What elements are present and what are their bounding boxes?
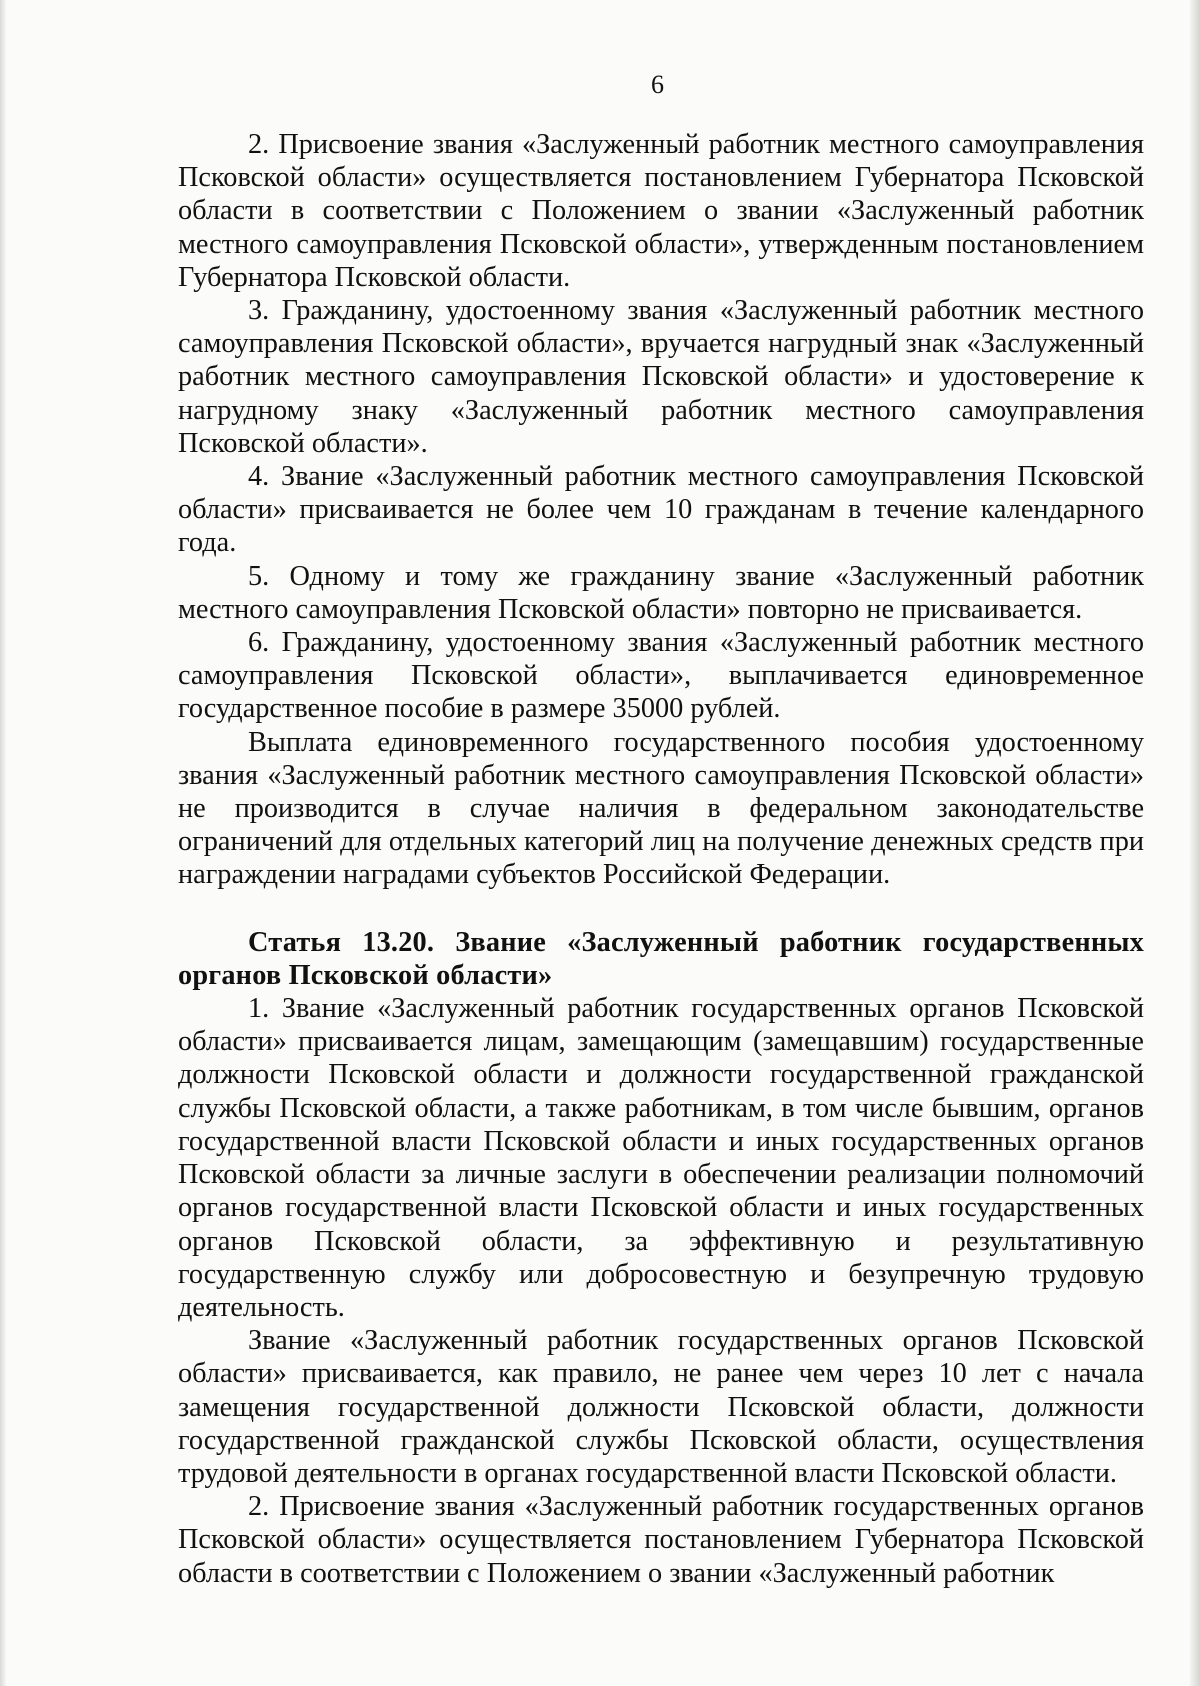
paragraph-2-assignment-procedure-state-bodies: 2. Присвоение звания «Заслуженный работник государственных органов Псковской области» осуществляется постановлением Губернатора Псковской области в соответствии с Положением о звании «Заслуженный работник: [178, 1491, 1144, 1589]
paragraph-3-badge-and-certificate: 3. Гражданину, удостоенному звания «Заслуженный работник местного самоуправления Псковской области», вручается нагрудный знак «Заслуженный работник местного самоуправления Псковской области» и удостоверение к нагрудному знаку «Заслуженный работник местного самоуправления Псковской области».: [178, 295, 1144, 459]
paragraph-payment-restriction: Выплата единовременного государственного пособия удостоенному звания «Заслуженный работник местного самоуправления Псковской области» не производится в случае наличия в федеральном законодательстве ограничений для отдельных категорий лиц на получение денежных средств при награждении наградами субъектов Российской Федерации.: [178, 726, 1144, 891]
paragraph-6-lump-sum-allowance: 6. Гражданину, удостоенному звания «Заслуженный работник местного самоуправления Псковской области», выплачивается единовременное государственное пособие в размере 35000 рублей.: [178, 627, 1144, 725]
article-heading: Статья 13.20. Звание «Заслуженный работник государственных органов Псковской области»: [178, 926, 1144, 991]
paragraph-4-annual-limit: 4. Звание «Заслуженный работник местного самоуправления Псковской области» присваивается не более чем 10 гражданам в течение календарного года.: [178, 461, 1144, 559]
scan-edge-right: [1190, 0, 1200, 1686]
paragraph-service-term: Звание «Заслуженный работник государственных органов Псковской области» присваивается, как правило, не ранее чем через 10 лет с начала замещения государственной должности Псковской области, должности государственной гражданской службы Псковской области, осуществления трудовой деятельности в органах государственной власти Псковской области.: [178, 1325, 1144, 1489]
scan-edge-left: [0, 0, 6, 1686]
page-number: 6: [651, 70, 664, 99]
paragraph-2-assignment-procedure: 2. Присвоение звания «Заслуженный работник местного самоуправления Псковской области» осуществляется постановлением Губернатора Псковской области в соответствии с Положением о звании «Заслуженный работник местного самоуправления Псковской области», утвержденным постановлением Губернатора Псковской области.: [178, 129, 1144, 293]
document-body: [178, 128, 1144, 1590]
paragraph-1-eligibility: 1. Звание «Заслуженный работник государственных органов Псковской области» присваивается лицам, замещающим (замещавшим) государственные должности Псковской области и должности государственной гражданской службы Псковской области, а также работникам, в том числе бывшим, органов государственной власти Псковской области и иных государственных органов Псковской области за личные заслуги в обеспечении реализации полномочий органов государственной власти Псковской области и иных государственных органов Псковской области, за эффективную и результативную государственную службу или добросовестную и безупречную трудовую деятельность.: [178, 993, 1144, 1323]
paragraph-5-no-repeat-award: 5. Одному и тому же гражданину звание «Заслуженный работник местного самоуправления Псковской области» повторно не присваивается.: [178, 560, 1144, 625]
